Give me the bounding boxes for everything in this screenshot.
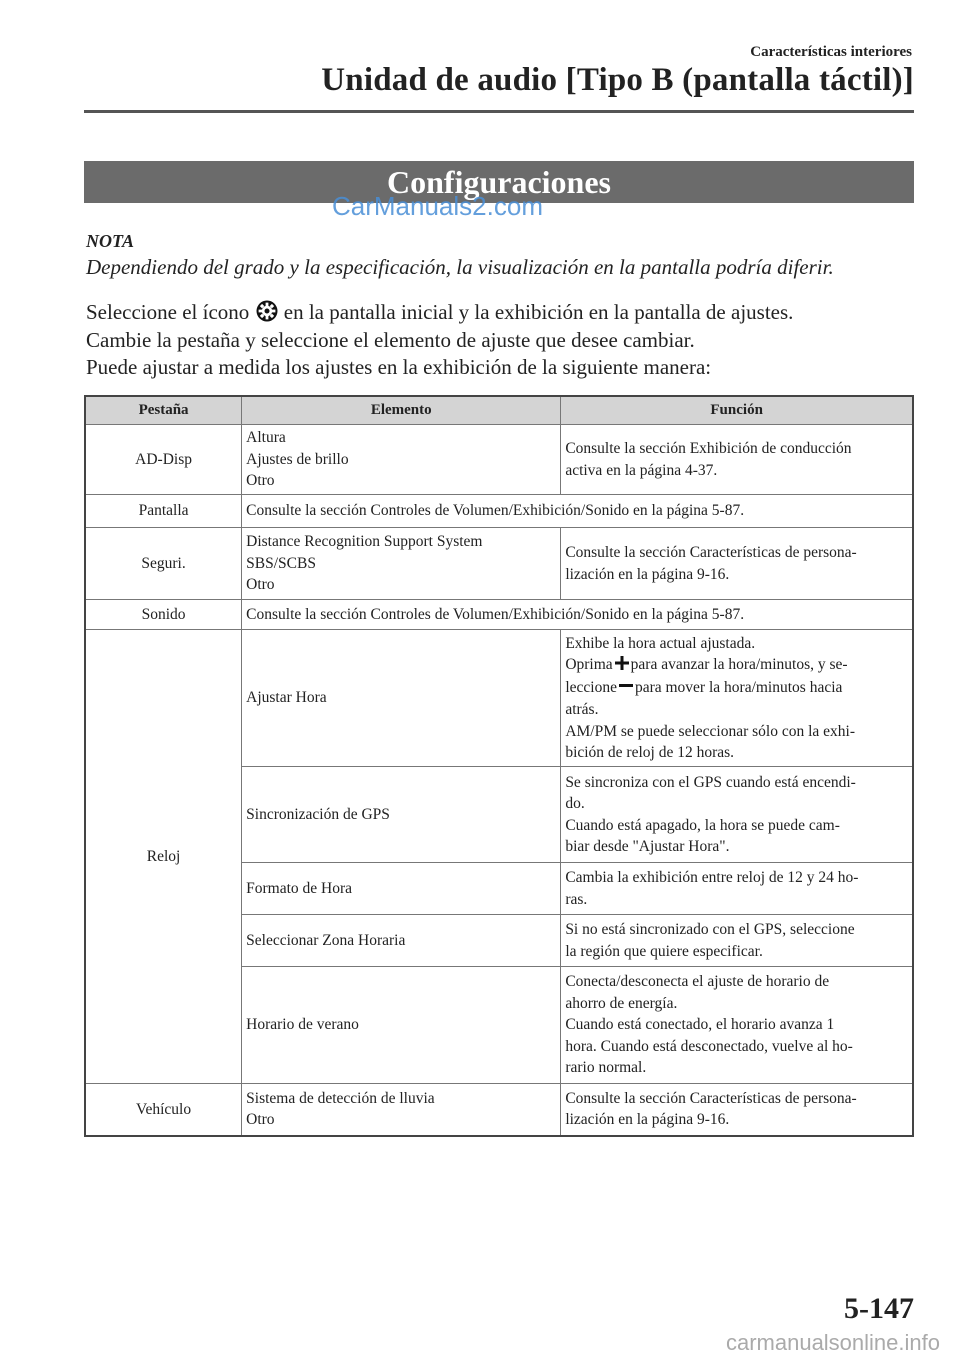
minus-icon: [619, 678, 633, 700]
merged-function-cell: Consulte la sección Controles de Volumen/Exhibición/Sonido en la página 5-87.: [242, 495, 913, 528]
element-line: Otro: [246, 472, 275, 490]
function-line: bición de reloj de 12 horas.: [565, 744, 735, 761]
element-cell: [242, 425, 561, 495]
element-line: Altura: [246, 429, 286, 447]
function-line: la región que quiere especificar.: [565, 942, 763, 960]
page-title: Unidad de audio [Tipo B (pantalla táctil)]: [321, 62, 914, 98]
intro-line-3: Puede ajustar a medida los ajustes en la exhibición de la siguiente manera:: [86, 355, 712, 379]
section-label: Características interiores: [750, 44, 912, 60]
header-rule: [84, 110, 914, 113]
header-element: Elemento: [242, 396, 561, 425]
table-row: [85, 495, 913, 528]
function-line: do.: [565, 795, 585, 812]
tab-cell-reloj: Reloj: [85, 630, 242, 1084]
function-text: leccione: [565, 678, 617, 696]
function-line: AM/PM se puede seleccionar sólo con la exhi-: [565, 722, 855, 740]
function-line: rario normal.: [565, 1059, 647, 1077]
intro-line-1-post: en la pantalla inicial y la exhibición en la pantalla de ajustes.: [283, 300, 794, 324]
function-line: [565, 677, 908, 700]
section-banner: Configuraciones: [84, 161, 914, 203]
gear-icon: [256, 300, 278, 328]
function-line: lización en la página 9-16.: [565, 565, 730, 583]
function-line: Consulte la sección Características de persona-: [565, 1089, 857, 1107]
function-line: Consulte la sección Características de persona-: [565, 544, 857, 561]
function-line: biar desde "Ajustar Hora".: [565, 838, 730, 855]
element-line: Sistema de detección de lluvia: [246, 1089, 435, 1107]
function-line: lización en la página 9-16.: [565, 1111, 730, 1129]
tab-cell-seguri: Seguri.: [85, 528, 242, 600]
intro-line-1-pre: Seleccione el ícono: [86, 300, 250, 324]
function-line: atrás.: [565, 701, 599, 718]
function-cell: [561, 1084, 913, 1136]
page-number: 5-147: [844, 1292, 914, 1325]
function-cell: [561, 863, 913, 915]
tab-cell-sonido: Sonido: [85, 600, 242, 630]
element-cell: [242, 1084, 561, 1136]
element-line: Otro: [246, 576, 275, 594]
function-line: activa en la página 4-37.: [565, 461, 718, 479]
element-line: Distance Recognition Support System: [246, 533, 483, 551]
function-line: [565, 654, 908, 677]
function-cell: [561, 967, 913, 1084]
intro-line-1: [86, 300, 793, 328]
tab-cell-addisp: AD-Disp: [85, 425, 242, 495]
watermark: CarManuals2.com: [332, 191, 543, 221]
function-line: Cuando está conectado, el horario avanza 1: [565, 1016, 835, 1034]
note-text: Dependiendo del grado y la especificación, la visualización en la pantalla podría diferir.: [86, 255, 834, 279]
function-cell: [561, 767, 913, 863]
table-header-row: [85, 396, 913, 425]
function-line: Se sincroniza con el GPS cuando está encendi-: [565, 773, 856, 791]
function-line: Cuando está apagado, la hora se puede cam-: [565, 816, 840, 834]
function-line: ahorro de energía.: [565, 994, 678, 1012]
table-row: [85, 528, 913, 600]
function-line: Exhibe la hora actual ajustada.: [565, 634, 756, 652]
function-cell: [561, 425, 913, 495]
function-text: para avanzar la hora/minutos, y se-: [630, 656, 848, 673]
function-line: Si no está sincronizado con el GPS, seleccione: [565, 921, 855, 938]
element-line: SBS/SCBS: [246, 554, 316, 572]
element-line: Ajustes de brillo: [246, 450, 349, 468]
table-row: [85, 630, 913, 767]
element-line: Otro: [246, 1111, 275, 1129]
tab-cell-vehiculo: Vehículo: [85, 1084, 242, 1136]
function-text: Oprima: [565, 656, 613, 673]
function-cell: [561, 528, 913, 600]
function-line: Conecta/desconecta el ajuste de horario de: [565, 973, 830, 991]
tab-cell-pantalla: Pantalla: [85, 495, 242, 528]
function-line: Consulte la sección Exhibición de conducción: [565, 440, 852, 457]
element-cell: Formato de Hora: [242, 863, 561, 915]
function-line: hora. Cuando está desconectado, vuelve al ho-: [565, 1037, 853, 1055]
note-label: NOTA: [86, 231, 135, 251]
table-row: [85, 600, 913, 630]
function-text: para mover la hora/minutos hacia: [634, 678, 843, 696]
table-row: [85, 1084, 913, 1136]
element-cell: Horario de verano: [242, 967, 561, 1084]
settings-table: [84, 395, 914, 1137]
function-line: Cambia la exhibición entre reloj de 12 y 24 ho-: [565, 869, 859, 886]
merged-function-cell: Consulte la sección Controles de Volumen/Exhibición/Sonido en la página 5-87.: [242, 600, 913, 630]
element-cell: Sincronización de GPS: [242, 767, 561, 863]
table-row: [85, 425, 913, 495]
header-tab: Pestaña: [85, 396, 242, 425]
element-cell: Ajustar Hora: [242, 630, 561, 767]
function-cell: [561, 630, 913, 767]
element-cell: Seleccionar Zona Horaria: [242, 915, 561, 967]
function-cell: [561, 915, 913, 967]
function-line: ras.: [565, 890, 588, 908]
footer-watermark: carmanualsonline.info: [725, 1330, 940, 1355]
plus-icon: [615, 655, 629, 677]
intro-line-2: Cambie la pestaña y seleccione el elemento de ajuste que desee cambiar.: [86, 328, 695, 352]
element-cell: [242, 528, 561, 600]
header-function: Función: [561, 396, 913, 425]
